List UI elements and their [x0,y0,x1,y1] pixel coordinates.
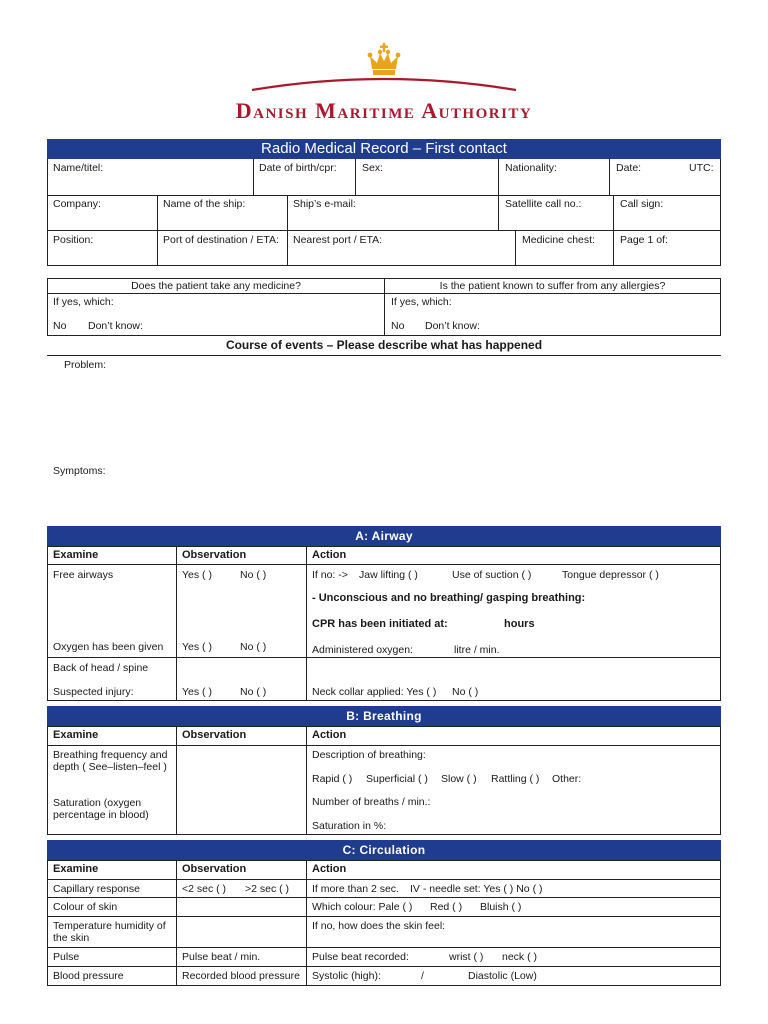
free-airways-yes[interactable]: Yes ( ) [182,569,212,581]
divider [47,897,721,898]
page-header [0,0,768,135]
divider [47,230,721,231]
divider [47,700,721,701]
colour-skin-label: Colour of skin [53,901,118,913]
ship-email-field[interactable]: Ship’s e-mail: [293,198,356,210]
administered-oxygen[interactable]: Administered oxygen: [312,644,413,656]
systolic-field[interactable]: Systolic (high): [312,970,381,982]
satellite-field[interactable]: Satellite call no.: [505,198,582,210]
divider [47,860,721,861]
divider [47,159,48,265]
neck-collar-yes[interactable]: Neck collar applied: Yes ( ) [312,686,437,698]
divider [355,159,356,195]
divider [47,966,721,967]
cpr-hours: hours [504,618,535,630]
oxygen-label: Oxygen has been given [53,641,164,653]
more-than-2sec: If more than 2 sec. [312,883,399,895]
medicine-question: Does the patient take any medicine? [131,280,301,292]
pulse-label: Pulse [53,951,80,963]
cpr-label[interactable]: CPR has been initiated at: [312,618,448,630]
divider [720,278,721,335]
divider [47,265,721,266]
neck-option[interactable]: neck ( ) [502,951,538,963]
other-option[interactable]: Other: [552,773,582,785]
injury-no[interactable]: No ( ) [240,686,267,698]
nearest-port-field[interactable]: Nearest port / ETA: [293,234,383,246]
pulse-recorded: Pulse beat recorded: [312,951,409,963]
divider [253,159,254,195]
form-title: Radio Medical Record – First contact [47,139,721,159]
divider [47,564,721,565]
divider [47,879,721,880]
ship-name-field[interactable]: Name of the ship: [163,198,246,210]
if-no-label: If no: -> [312,569,348,581]
divider [47,985,721,986]
divider [498,159,499,230]
allergies-no[interactable]: No [391,320,405,332]
divider [720,860,721,985]
breathing-frequency-label: Breathing frequency and depth ( See–listen–feel ) [53,749,168,773]
divider [287,195,288,265]
company-field[interactable]: Company: [53,198,101,210]
divider [47,834,721,835]
bp-recorded-field[interactable]: Recorded blood pressure [182,970,300,982]
divider [47,745,721,746]
airway-col-examine: Examine [53,549,99,561]
diastolic-field[interactable]: Diastolic (Low) [468,970,537,982]
sex-field[interactable]: Sex: [362,162,384,174]
suction-option[interactable]: Use of suction ( ) [452,569,532,581]
oxygen-yes[interactable]: Yes ( ) [182,641,212,653]
saturation-pct[interactable]: Saturation in %: [312,820,387,832]
pale-option[interactable]: Which colour: Pale ( ) [312,901,413,913]
divider [306,546,307,700]
saturation-label: Saturation (oxygen percentage in blood) [53,797,149,821]
divider [306,726,307,834]
call-sign-field[interactable]: Call sign: [620,198,664,210]
airway-col-observation: Observation [182,549,247,561]
problem-field[interactable]: Problem: [64,359,107,371]
divider [176,546,177,700]
free-airways-label: Free airways [53,569,114,581]
divider [47,947,721,948]
divider [47,657,721,658]
litre-unit: litre / min. [454,644,500,656]
circulation-col-action: Action [312,863,347,875]
skin-feel-field[interactable]: If no, how does the skin feel: [312,920,446,932]
authority-name: Danish Maritime Authority [235,98,533,123]
free-airways-no[interactable]: No ( ) [240,569,267,581]
injury-yes[interactable]: Yes ( ) [182,686,212,698]
symptoms-field[interactable]: Symptoms: [53,465,106,477]
divider [515,230,516,265]
course-heading: Course of events – Please describe what has happened [225,338,543,352]
red-option[interactable]: Red ( ) [430,901,463,913]
divider [47,355,721,356]
pulse-beat-field[interactable]: Pulse beat / min. [182,951,261,963]
iv-needle-option[interactable]: IV - needle set: Yes ( ) No ( ) [410,883,543,895]
jaw-lifting-option[interactable]: Jaw lifting ( ) [359,569,418,581]
breathing-section-title: B: Breathing [47,706,721,726]
breathing-col-observation: Observation [182,729,247,741]
medicine-chest-field[interactable]: Medicine chest: [522,234,595,246]
rattling-option[interactable]: Rattling ( ) [491,773,540,785]
position-field[interactable]: Position: [53,234,94,246]
slow-option[interactable]: Slow ( ) [441,773,477,785]
allergies-dont-know[interactable]: Don’t know: [425,320,480,332]
divider [176,726,177,834]
airway-section-title: A: Airway [47,526,721,546]
medicine-no[interactable]: No [53,320,67,332]
port-field[interactable]: Port of destination / ETA: [163,234,279,246]
breathing-col-action: Action [312,729,347,741]
bp-slash: / [421,970,424,982]
rapid-option[interactable]: Rapid ( ) [312,773,353,785]
tongue-depressor-option[interactable]: Tongue depressor ( ) [562,569,659,581]
circulation-col-examine: Examine [53,863,99,875]
circulation-col-observation: Observation [182,863,247,875]
divider [47,860,48,985]
allergies-if-yes[interactable]: If yes, which: [391,296,452,308]
divider [47,195,721,196]
capillary-label: Capillary response [53,883,140,895]
divider [609,159,610,195]
page-field[interactable]: Page 1 of: [620,234,668,246]
divider [47,546,721,547]
capillary-lt2[interactable]: <2 sec ( ) [182,883,227,895]
breathing-col-examine: Examine [53,729,99,741]
nationality-field[interactable]: Nationality: [505,162,557,174]
temperature-label: Temperature humidity of the skin [53,920,166,944]
airway-col-action: Action [312,549,347,561]
neck-collar-no[interactable]: No ( ) [452,686,479,698]
divider [47,726,48,834]
medicine-dont-know[interactable]: Don’t know: [88,320,143,332]
divider [47,546,48,700]
divider [47,916,721,917]
superficial-option[interactable]: Superficial ( ) [366,773,428,785]
bluish-option[interactable]: Bluish ( ) [480,901,522,913]
suspected-injury-label: Suspected injury: [53,686,134,698]
back-head-label: Back of head / spine [53,662,149,674]
blood-pressure-label: Blood pressure [53,970,124,982]
divider [720,726,721,834]
breaths-per-min[interactable]: Number of breaths / min.: [312,796,431,808]
dob-field[interactable]: Date of birth/cpr: [259,162,337,174]
crown-icon [364,42,404,82]
divider [157,195,158,265]
utc-field[interactable]: UTC: [689,162,714,174]
divider [47,726,721,727]
capillary-gt2[interactable]: >2 sec ( ) [245,883,290,895]
medicine-if-yes[interactable]: If yes, which: [53,296,114,308]
divider [720,546,721,700]
wrist-option[interactable]: wrist ( ) [449,951,484,963]
breathing-description[interactable]: Description of breathing: [312,749,426,761]
divider [306,860,307,985]
unconscious-label: - Unconscious and no breathing/ gasping breathing: [312,592,586,604]
divider [720,159,721,265]
name-field[interactable]: Name/titel: [53,162,104,174]
circulation-section-title: C: Circulation [47,840,721,860]
date-field[interactable]: Date: [616,162,642,174]
divider [613,195,614,265]
divider [47,335,721,336]
allergies-question: Is the patient known to suffer from any allergies? [439,280,666,292]
oxygen-no[interactable]: No ( ) [240,641,267,653]
divider [176,860,177,985]
